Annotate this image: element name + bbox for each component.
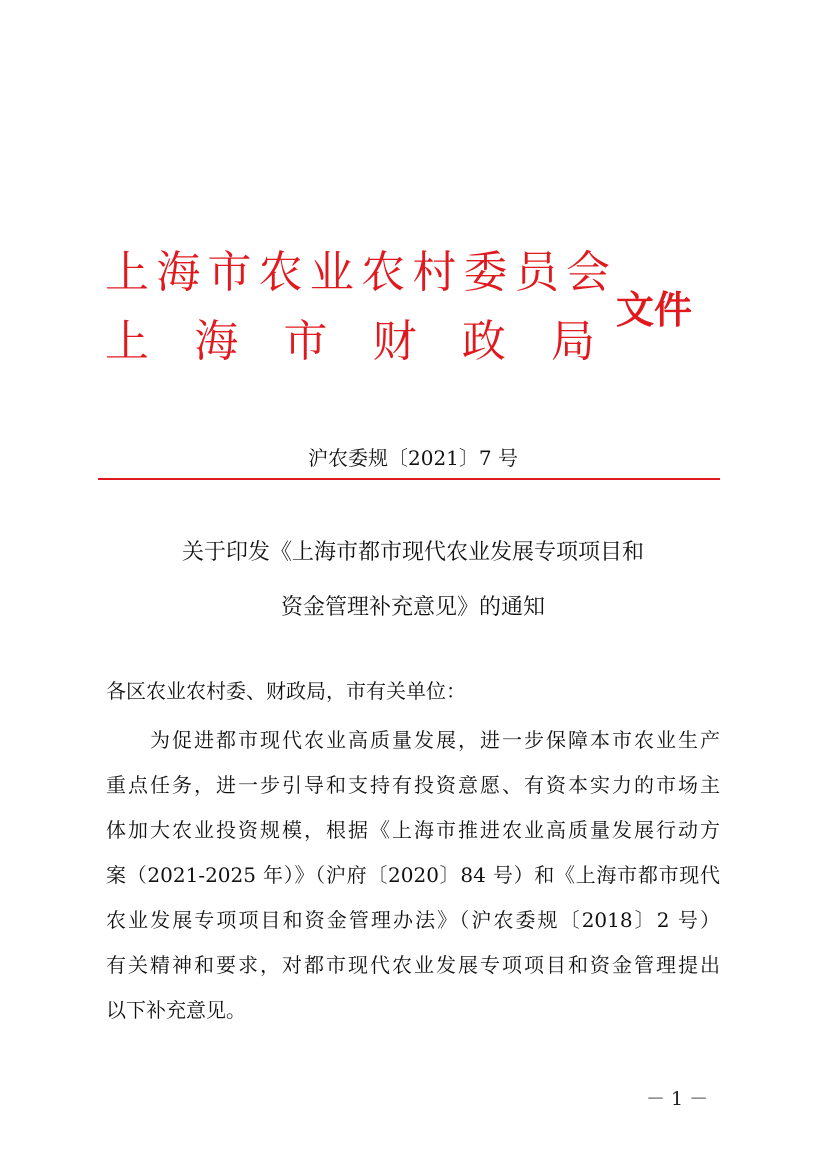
document-number: 沪农委规〔2021〕7 号 bbox=[308, 446, 518, 470]
red-divider-line bbox=[98, 478, 720, 480]
issuing-organization-2: 上海市财政局 bbox=[105, 316, 595, 367]
body-line: 有关精神和要求，对都市现代农业发展专项项目和资金管理提出 bbox=[106, 953, 720, 977]
body-line: 以下补充意见。 bbox=[106, 998, 246, 1022]
document-type-label: 文件 bbox=[616, 288, 693, 332]
document-title-line-2: 资金管理补充意见》的通知 bbox=[280, 595, 545, 620]
body-paragraph bbox=[106, 718, 720, 1033]
page-number: － 1 － bbox=[646, 1088, 709, 1110]
body-line: 为促进都市现代农业高质量发展，进一步保障本市农业生产 bbox=[106, 728, 720, 752]
document-title-line-1: 关于印发《上海市都市现代农业发展专项项目和 bbox=[181, 540, 644, 565]
body-line: 体加大农业投资规模，根据《上海市推进农业高质量发展行动方 bbox=[106, 818, 720, 842]
addressee: 各区农业农村委、财政局，市有关单位： bbox=[106, 679, 466, 703]
body-line: 案（2021-2025 年）》（沪府〔2020〕84 号）和《上海市都市现代 bbox=[106, 863, 720, 887]
issuing-organization-1: 上海市农业农村委员会 bbox=[105, 247, 610, 298]
body-line: 重点任务，进一步引导和支持有投资意愿、有资本实力的市场主 bbox=[106, 773, 720, 797]
body-line: 农业发展专项项目和资金管理办法》（沪农委规〔2018〕2 号） bbox=[106, 908, 720, 932]
